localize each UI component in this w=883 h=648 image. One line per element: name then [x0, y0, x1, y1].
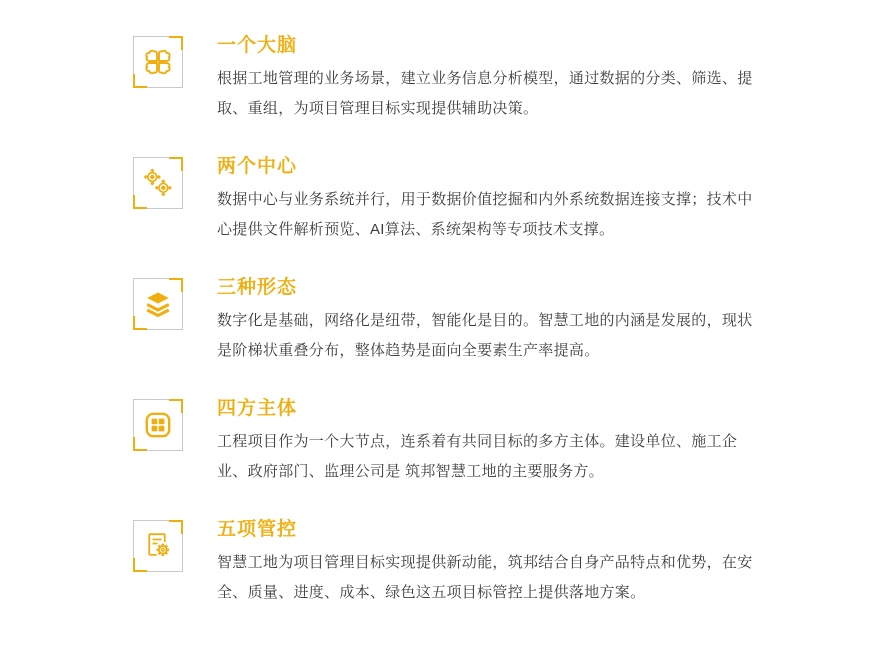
document-gear-icon — [142, 530, 174, 562]
section-body: 数字化是基础，网络化是纽带，智能化是目的。智慧工地的内涵是发展的，现状是阶梯状重叠分布，整体趋势是面向全要素生产率提高。 — [217, 312, 753, 359]
section-title: 两个中心 — [217, 156, 298, 177]
targets-icon-box — [133, 157, 183, 209]
section-content — [217, 155, 759, 245]
two-targets-icon — [142, 167, 174, 199]
section-one-brain — [133, 34, 883, 124]
section-body: 工程项目作为一个大节点，连系着有共同目标的多方主体。建设单位、施工企业、政府部门、监理公司是 筑邦智慧工地的主要服务方。 — [217, 433, 738, 480]
grid-icon-box — [133, 399, 183, 451]
layers-icon-box — [133, 278, 183, 330]
section-title: 三种形态 — [217, 277, 298, 298]
section-body: 根据工地管理的业务场景，建立业务信息分析模型，通过数据的分类、筛选、提取、重组，为项目管理目标实现提供辅助决策。 — [217, 70, 753, 117]
section-body: 数据中心与业务系统并行，用于数据价值挖掘和内外系统数据连接支撑；技术中心提供文件解析预览、AI算法、系统架构等专项技术支撑。 — [217, 191, 753, 238]
grid-squares-icon — [142, 409, 174, 441]
section-content — [217, 276, 759, 366]
section-content — [217, 518, 759, 608]
brain-icon-box — [133, 36, 183, 88]
section-two-centers — [133, 155, 883, 245]
section-content — [217, 34, 759, 124]
brain-icon — [142, 46, 174, 78]
section-content — [217, 397, 759, 487]
section-five-controls — [133, 518, 883, 608]
section-three-forms — [133, 276, 883, 366]
section-four-parties — [133, 397, 883, 487]
section-title: 一个大脑 — [217, 35, 298, 56]
layers-icon — [142, 288, 174, 320]
section-title: 五项管控 — [217, 519, 298, 540]
section-body: 智慧工地为项目管理目标实现提供新动能，筑邦结合自身产品特点和优势，在安全、质量、进度、成本、绿色这五项目标管控上提供落地方案。 — [217, 554, 753, 601]
section-title: 四方主体 — [217, 398, 298, 419]
doc-gear-icon-box — [133, 520, 183, 572]
